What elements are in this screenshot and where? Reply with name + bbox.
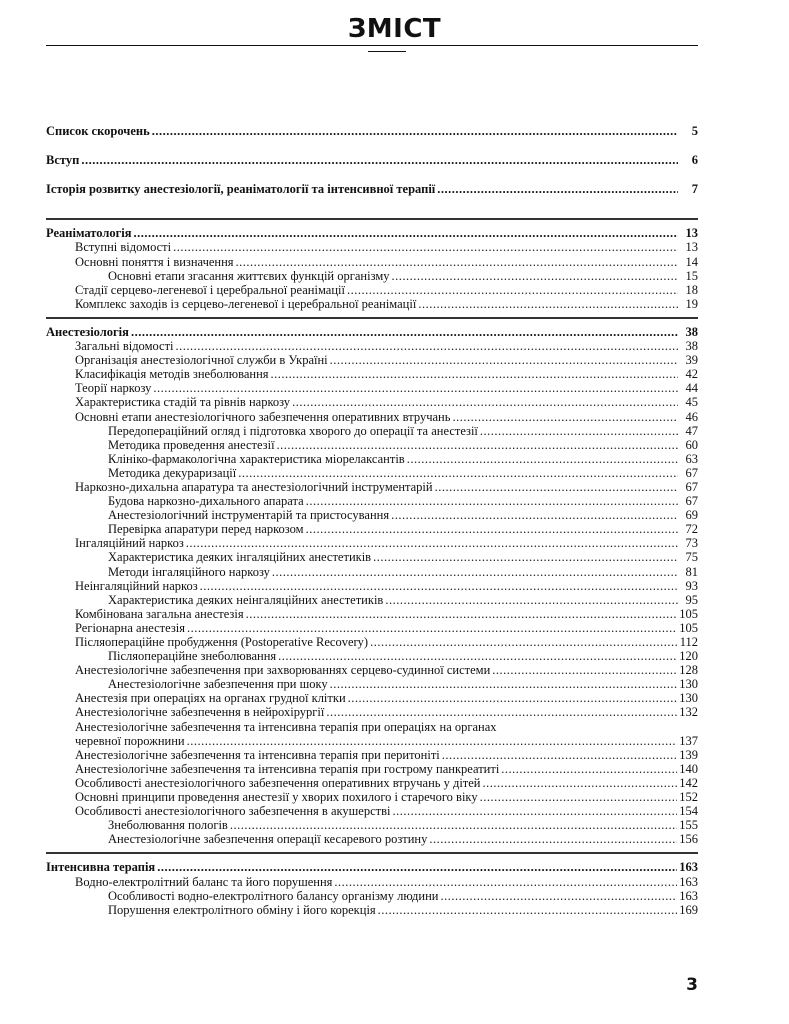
toc-entry[interactable] [46, 297, 698, 311]
toc-leader-dots [418, 297, 678, 311]
toc-leader-dots [501, 762, 677, 776]
toc-entry-title: Анестезіологічне забезпечення операції кесаревого розтину [108, 832, 428, 847]
toc-entry[interactable] [46, 494, 698, 508]
toc-page-number: 95 [685, 592, 698, 607]
toc-entry-title: Класифікація методів знеболювання [75, 367, 269, 382]
toc-entry[interactable] [46, 776, 698, 790]
toc-page-number: 13 [685, 226, 698, 241]
toc-page-number: 60 [685, 437, 698, 452]
toc-leader-dots [326, 705, 677, 719]
toc-page-number: 140 [679, 761, 698, 776]
toc-page-number: 44 [685, 381, 698, 396]
toc-page-number: 19 [685, 296, 698, 311]
toc-leader-dots [437, 182, 678, 196]
toc-section[interactable] [46, 860, 698, 874]
toc-leader-dots [230, 818, 677, 832]
toc-entry-title: Список скорочень [46, 124, 150, 139]
toc-leader-dots [435, 480, 678, 494]
toc-page-number: 6 [691, 153, 698, 168]
page-number: 3 [686, 975, 698, 995]
title-rule [46, 45, 698, 46]
toc-leader-dots [492, 663, 677, 677]
toc-entry[interactable] [46, 874, 698, 888]
spacer [46, 196, 698, 212]
toc-entry-title: Будова наркозно-дихального апарата [108, 494, 304, 509]
toc-entry[interactable] [46, 409, 698, 423]
section-divider [46, 853, 698, 854]
toc-entry-title: Передопераційний огляд і підготовка хворого до операції та анестезії [108, 423, 478, 438]
toc-entry[interactable] [46, 804, 698, 818]
toc-leader-dots [385, 593, 678, 607]
toc-leader-dots [442, 748, 677, 762]
toc-leader-dots [347, 283, 678, 297]
toc-page-number: 7 [691, 182, 698, 197]
toc-page-number: 42 [685, 367, 698, 382]
toc-entry[interactable] [46, 790, 698, 804]
toc-page-number: 67 [685, 479, 698, 494]
toc-page-number: 13 [685, 240, 698, 255]
toc-leader-dots [370, 635, 678, 649]
toc-entry-title: Основні принципи проведення анестезії у хворих похилого і старечого віку [75, 790, 478, 805]
toc-entry[interactable] [46, 762, 698, 776]
toc-entry-title: Вступні відомості [75, 240, 172, 255]
toc-page-number: 152 [679, 790, 698, 805]
toc-page-number: 47 [685, 423, 698, 438]
toc-page-number: 5 [691, 124, 698, 139]
toc-entry-title: Анестезіологічне забезпечення та інтенсивна терапія при гострому панкреатиті [75, 761, 500, 776]
toc-page-number: 130 [679, 677, 698, 692]
table-of-contents [46, 124, 698, 917]
toc-page-number: 93 [685, 578, 698, 593]
toc-entry-title: Характеристика стадій та рівнів наркозу [75, 395, 291, 410]
toc-leader-dots [271, 367, 678, 381]
toc-entry-title: Особливості анестезіологічного забезпечення оперативних втручань у дітей [75, 775, 481, 790]
toc-leader-dots [429, 832, 677, 846]
toc-entry-title: Особливості анестезіологічного забезпечення в акушерстві [75, 804, 391, 819]
toc-entry[interactable] [46, 339, 698, 353]
toc-leader-dots [238, 466, 678, 480]
toc-entry-title: Анестезіологічне забезпечення та інтенсивна терапія при операціях на органах [75, 719, 497, 734]
toc-leader-dots [392, 269, 679, 283]
toc-page-number: 142 [679, 775, 698, 790]
toc-page-number: 130 [679, 691, 698, 706]
toc-leader-dots [278, 649, 677, 663]
toc-page-number: 39 [685, 353, 698, 368]
toc-leader-dots [483, 776, 678, 790]
toc-entry[interactable] [46, 564, 698, 578]
toc-leader-dots [391, 508, 678, 522]
toc-entry[interactable] [46, 691, 698, 705]
toc-entry[interactable] [46, 579, 698, 593]
toc-entry-title: Порушення електролітного обміну і його корекція [108, 902, 376, 917]
toc-leader-dots [440, 889, 677, 903]
section-divider [46, 318, 698, 319]
toc-page-number: 163 [679, 874, 698, 889]
toc-entry[interactable] [46, 832, 698, 846]
toc-leader-dots [153, 381, 678, 395]
toc-leader-dots [186, 536, 678, 550]
toc-page-number: 46 [685, 409, 698, 424]
toc-entry[interactable] [46, 734, 698, 748]
toc-entry-title: Інтенсивна терапія [46, 860, 156, 875]
toc-section[interactable] [46, 325, 698, 339]
toc-leader-dots [187, 621, 677, 635]
toc-page-number: 155 [679, 818, 698, 833]
toc-entry-title: Післяопераційне пробудження (Postoperative Recovery) [75, 635, 369, 649]
spacer [46, 167, 698, 182]
toc-entry[interactable] [46, 269, 698, 283]
toc-page-number: 120 [679, 649, 698, 664]
toc-entry-title: Анестезіологічне забезпечення та інтенсивна терапія при перитоніті [75, 747, 440, 762]
toc-entry-title: Клініко-фармакологічна характеристика міорелаксантів [108, 451, 405, 466]
toc-page-number: 105 [679, 620, 698, 635]
toc-entry-title: Методи інгаляційного наркозу [108, 564, 270, 579]
toc-leader-dots [480, 424, 678, 438]
toc-page-number: 75 [685, 550, 698, 565]
toc-section[interactable] [46, 124, 698, 138]
toc-entry-title: Анестезіологія [46, 324, 129, 339]
toc-leader-dots [306, 494, 678, 508]
toc-page-number: 139 [679, 747, 698, 762]
toc-leader-dots [277, 438, 678, 452]
toc-page-number: 112 [679, 635, 698, 649]
toc-entry[interactable] [46, 550, 698, 564]
toc-leader-dots [334, 875, 677, 889]
toc-leader-dots [187, 734, 678, 748]
toc-entry-title: Неінгаляційний наркоз [75, 578, 198, 593]
toc-entry-title: Реаніматологія [46, 226, 132, 241]
toc-section[interactable] [46, 182, 698, 196]
toc-entry[interactable] [46, 508, 698, 522]
toc-page-number: 38 [685, 324, 698, 339]
toc-entry[interactable] [46, 889, 698, 903]
toc-entry-title: Інгаляційний наркоз [75, 536, 184, 551]
toc-leader-dots [134, 226, 678, 240]
toc-entry[interactable] [46, 818, 698, 832]
toc-entry-title: Історія розвитку анестезіології, реаніматології та інтенсивної терапії [46, 182, 436, 197]
toc-entry[interactable] [46, 452, 698, 466]
toc-leader-dots [306, 522, 678, 536]
toc-leader-dots [200, 579, 678, 593]
toc-page-number: 154 [679, 804, 698, 819]
toc-entry[interactable] [46, 480, 698, 494]
toc-entry[interactable] [46, 536, 698, 550]
toc-entry[interactable] [46, 438, 698, 452]
toc-entry[interactable] [46, 424, 698, 438]
toc-entry[interactable] [46, 395, 698, 409]
toc-page-number: 38 [685, 339, 698, 354]
toc-entry[interactable] [46, 283, 698, 297]
toc-entry-title: Методика проведення анестезії [108, 437, 275, 452]
toc-entry[interactable] [46, 649, 698, 663]
toc-entry[interactable] [46, 593, 698, 607]
toc-entry-title: Регіонарна анестезія [75, 620, 186, 635]
toc-page-number: 69 [685, 508, 698, 523]
toc-page-number: 67 [685, 465, 698, 480]
toc-page-number: 137 [679, 733, 698, 748]
toc-page-number: 163 [679, 860, 698, 875]
toc-page-number: 15 [685, 268, 698, 283]
toc-leader-dots [330, 677, 678, 691]
toc-page-number: 67 [685, 494, 698, 509]
toc-entry[interactable] [46, 381, 698, 395]
toc-page-number: 81 [685, 564, 698, 579]
toc-entry-title: Стадії серцево-легеневої і церебральної реанімації [75, 282, 345, 297]
toc-leader-dots [392, 804, 677, 818]
toc-page-number: 18 [685, 282, 698, 297]
toc-entry-title: Організація анестезіологічної служби в Україні [75, 353, 328, 368]
toc-entry[interactable] [46, 607, 698, 621]
toc-entry[interactable] [46, 748, 698, 762]
toc-leader-dots [246, 607, 678, 621]
toc-entry-title: Наркозно-дихальна апаратура та анестезіологічний інструментарій [75, 479, 433, 494]
toc-entry-title: Водно-електролітний баланс та його порушення [75, 874, 333, 889]
toc-entry-title: Загальні відомості [75, 339, 174, 354]
toc-leader-dots [330, 353, 678, 367]
toc-entry-title: Особливості водно-електролітного балансу організму людини [108, 888, 439, 903]
toc-entry-title: Комплекс заходів із серцево-легеневої і церебральної реанімації [75, 296, 417, 311]
toc-entry-title: Методика декураризації [108, 465, 237, 480]
toc-entry[interactable] [46, 240, 698, 254]
toc-leader-dots [480, 790, 678, 804]
toc-entry-title: Анестезіологічне забезпечення при захворюваннях серцево-судинної системи [75, 663, 491, 678]
toc-entry[interactable] [46, 635, 698, 649]
toc-page-number: 132 [679, 705, 698, 720]
toc-page-number: 14 [685, 254, 698, 269]
toc-entry[interactable] [46, 705, 698, 719]
toc-leader-dots [378, 903, 678, 917]
toc-entry[interactable] [46, 367, 698, 381]
toc-leader-dots [292, 395, 678, 409]
toc-leader-dots [131, 325, 678, 339]
toc-leader-dots [236, 255, 678, 269]
toc-entry-title: Анестезіологічне забезпечення в нейрохірургії [75, 705, 325, 720]
toc-entry-title: Характеристика деяких неінгаляційних анестетиків [108, 592, 384, 607]
title-underline [368, 51, 406, 52]
toc-entry[interactable] [46, 353, 698, 367]
toc-entry[interactable] [46, 254, 698, 268]
toc-page-number: 73 [685, 536, 698, 551]
toc-page-number: 63 [685, 451, 698, 466]
toc-entry-title: Післяопераційне знеболювання [108, 649, 277, 664]
toc-entry[interactable] [46, 466, 698, 480]
toc-entry-title: Характеристика деяких інгаляційних анестетиків [108, 550, 372, 565]
toc-entry[interactable] [46, 719, 698, 733]
toc-entry-title: Перевірка апаратури перед наркозом [108, 522, 304, 537]
toc-page-number: 128 [679, 663, 698, 678]
toc-entry-title: Комбінована загальна анестезія [75, 606, 244, 621]
toc-leader-dots [452, 410, 678, 424]
toc-leader-dots [173, 240, 678, 254]
toc-page-number: 72 [685, 522, 698, 537]
toc-page-number: 45 [685, 395, 698, 410]
toc-entry[interactable] [46, 677, 698, 691]
spacer [46, 138, 698, 153]
toc-leader-dots [407, 452, 678, 466]
toc-page-number: 105 [679, 606, 698, 621]
toc-entry-title: Анестезіологічне забезпечення при шоку [108, 677, 328, 692]
toc-entry-title: Вступ [46, 153, 80, 168]
toc-entry-title: Теорії наркозу [75, 381, 152, 396]
toc-entry[interactable] [46, 663, 698, 677]
toc-entry[interactable] [46, 903, 698, 917]
toc-leader-dots [81, 153, 678, 167]
toc-entry-title: Знеболювання пологів [108, 818, 228, 833]
toc-section[interactable] [46, 226, 698, 240]
toc-entry-title: Основні етапи згасання життєвих функцій організму [108, 268, 390, 283]
toc-page-number: 169 [679, 902, 698, 917]
toc-section[interactable] [46, 153, 698, 167]
toc-page-number: 156 [679, 832, 698, 847]
toc-entry-title: Основні етапи анестезіологічного забезпечення оперативних втручань [75, 409, 451, 424]
toc-leader-dots [157, 860, 677, 874]
page-title: ЗМІСТ [347, 14, 442, 44]
section-divider [46, 219, 698, 220]
toc-leader-dots [272, 565, 678, 579]
toc-entry-title: Основні поняття і визначення [75, 254, 234, 269]
toc-entry[interactable] [46, 621, 698, 635]
toc-leader-dots [373, 550, 678, 564]
toc-entry[interactable] [46, 522, 698, 536]
toc-entry-title: Анестезія при операціях на органах грудної клітки [75, 691, 346, 706]
toc-leader-dots [348, 691, 678, 705]
toc-leader-dots [152, 124, 678, 138]
toc-leader-dots [176, 339, 678, 353]
toc-entry-title: Анестезіологічний інструментарій та пристосування [108, 508, 390, 523]
toc-page-number: 163 [679, 888, 698, 903]
toc-entry-title: черевної порожнини [75, 733, 185, 748]
